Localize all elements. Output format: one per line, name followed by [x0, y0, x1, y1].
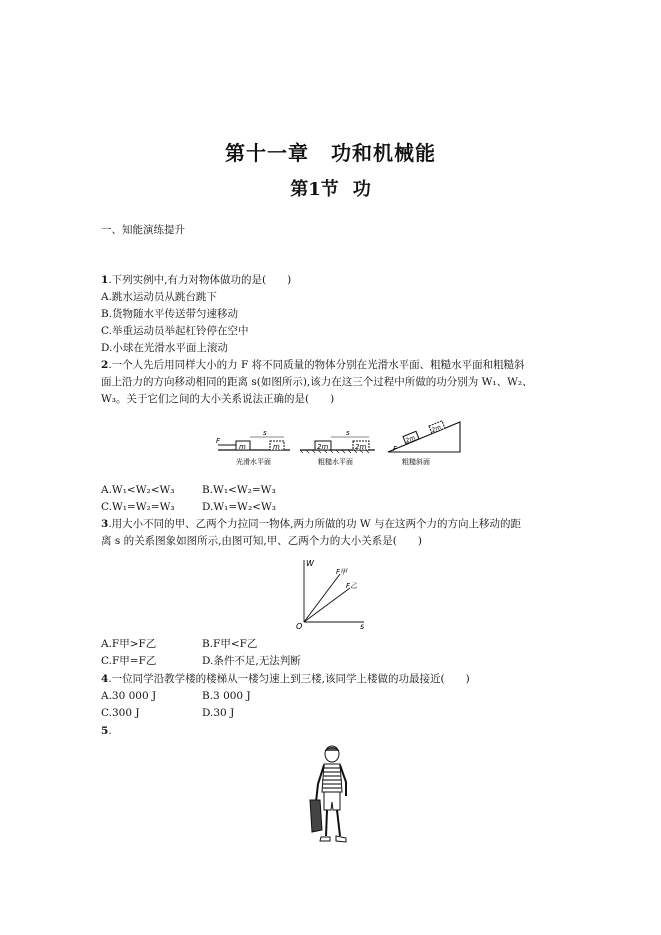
option-c: C.W₁=W₂=W₃ — [101, 501, 175, 513]
y-axis-label: W — [306, 559, 314, 568]
question-number: 1 — [101, 274, 109, 286]
force-label: F — [216, 437, 221, 445]
distance-label: s — [346, 429, 350, 437]
question-stem-line-2: 离 s 的关系图象如图所示,由图可知,甲、乙两个力的大小关系是( ) — [101, 535, 422, 547]
surface-label-2: 粗糙水平面 — [318, 458, 353, 466]
option-b: B.W₁<W₂=W₃ — [202, 484, 276, 496]
question-2 — [101, 357, 533, 408]
distance-label: s — [263, 429, 267, 437]
option-d: D.小球在光滑水平面上滚动 — [101, 342, 228, 354]
question-2-options — [101, 482, 276, 516]
incline — [388, 422, 460, 452]
question-5 — [101, 723, 112, 740]
mass-label: 2m — [317, 443, 329, 451]
shorts — [324, 792, 340, 810]
shoes — [320, 836, 346, 842]
bag — [310, 800, 322, 832]
surface-label-1: 光滑水平面 — [236, 458, 271, 466]
question-4 — [101, 671, 470, 722]
x-axis-label: s — [360, 622, 365, 630]
question-stem: . — [108, 725, 112, 737]
force-label: F — [393, 445, 398, 453]
question-stem: .下列实例中,有力对物体做功的是( ) — [108, 274, 292, 286]
section-number: 第1节 — [290, 179, 339, 200]
chapter-number: 第十一章 — [225, 141, 309, 165]
option-a: A.F甲>F乙 — [101, 638, 157, 650]
question-number: 3 — [101, 518, 109, 530]
q3-graph — [294, 556, 374, 630]
chapter-name: 功和机械能 — [331, 141, 436, 165]
boy-with-bag-illustration — [306, 744, 356, 854]
question-1 — [101, 272, 291, 357]
option-b: B.货物随水平传送带匀速移动 — [101, 308, 239, 320]
option-d: D.30 J — [202, 707, 235, 719]
origin-label: O — [296, 622, 303, 630]
line-yi-label: F乙 — [346, 582, 358, 590]
question-number: 2 — [101, 359, 109, 371]
option-d: D.条件不足,无法判断 — [202, 655, 301, 667]
option-c: C.300 J — [101, 707, 140, 719]
chapter-title — [0, 137, 661, 166]
part-heading: 一、知能演练提升 — [101, 224, 185, 236]
option-a: A.跳水运动员从跳台跳下 — [101, 291, 217, 303]
question-number: 4 — [101, 673, 109, 685]
line-yi — [304, 588, 350, 622]
mass-label: m — [273, 443, 280, 451]
option-d: D.W₁=W₂<W₃ — [202, 501, 276, 513]
question-number: 5 — [101, 725, 109, 737]
question-stem-line-1: .用大小不同的甲、乙两个力拉同一物体,两力所做的功 W 与在这两个力的方向上移动的距 — [108, 518, 521, 530]
question-stem: .一位同学沿教学楼的楼梯从一楼匀速上到三楼,该同学上楼做的功最接近( ) — [108, 673, 470, 685]
mass-label: 2m — [404, 434, 417, 445]
option-a: A.30 000 J — [101, 690, 157, 702]
mass-label: m — [239, 443, 246, 451]
surface-label-3: 粗糙斜面 — [402, 458, 430, 466]
question-3 — [101, 516, 521, 550]
option-b: B.F甲<F乙 — [202, 638, 258, 650]
option-a: A.W₁<W₂<W₃ — [101, 484, 175, 496]
question-stem-line-3: W₃。关于它们之间的大小关系说法正确的是( ) — [101, 393, 335, 405]
legs — [326, 810, 340, 836]
mass-label: 2m — [430, 423, 443, 435]
section-title — [0, 175, 661, 201]
option-c: C.举重运动员举起杠铃停在空中 — [101, 325, 249, 337]
line-jia — [304, 574, 340, 622]
question-stem-line-2: 面上沿力的方向移动相同的距离 s(如图所示),该力在这三个过程中所做的功分别为 W₁、W₂、 — [101, 376, 533, 388]
question-3-options — [101, 636, 301, 670]
option-c: C.F甲=F乙 — [101, 655, 157, 667]
option-b: B.3 000 J — [202, 690, 251, 702]
mass-label: 2m — [355, 443, 367, 451]
line-jia-label: F甲 — [336, 568, 348, 576]
q2-figure — [210, 420, 470, 468]
question-stem-line-1: .一个人先后用同样大小的力 F 将不同质量的物体分别在光滑水平面、粗糙水平面和粗糙斜 — [108, 359, 525, 371]
section-name: 功 — [352, 179, 371, 200]
